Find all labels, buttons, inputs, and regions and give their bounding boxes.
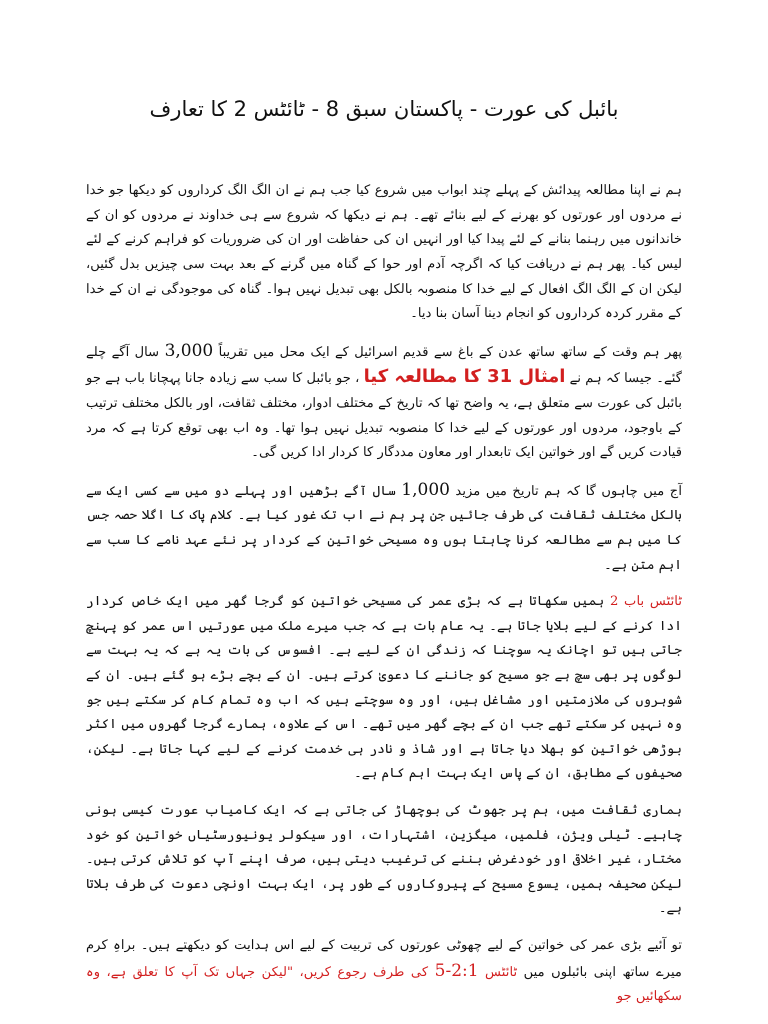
page-title: بائبل کی عورت - پاکستان سبق 8 - ٹائٹس 2 کا تعارف: [149, 97, 619, 121]
paragraph-4-text: ہمیں سکھاتا ہے کہ بڑی عمر کی مسیحی خواتین کو گرجا گھر میں ایک خاص کردار ادا کرنے کے لیے بلایا جاتا ہے۔ یہ عام بات ہے کہ جب میرے ملک میں عورتیں اس عمر کو پہنچ جاتی ہیں تو اچانک یہ سوچنا کہ زندگی ان کے لیے ہے۔ افسوس کی بات یہ ہے کہ یہ بہت سے لوگوں پر بھی سچ ہے جو مسیح کو جاننے کا دعویٰ کرتے ہیں۔ ان کے بچے بڑے ہو گئے ہیں۔ ان کے شوہروں کی ملازمتیں اور مشاغل ہیں، اور وہ سوچتے ہیں کہ اب وہ تمام کام کر سکتے ہیں جو وہ نہیں کر سکتے تھے جب ان کے بچے گھر میں تھے۔ اس کے علاوہ، ہمارے گرجا گھروں میں اکثر بوڑھی خواتین کو بھلا دیا جاتا ہے اور شاذ و نادر ہی خدمت کرنے کے لیے کہا جاتا ہے۔ لیکن، صحیفوں کے مطابق، ان کے پاس ایک بہت اہم کام ہے۔: [86, 594, 682, 782]
titus-2-reference[interactable]: ٹائٹس باب 2: [609, 594, 683, 610]
titus-reference[interactable]: ٹائٹس: [478, 964, 518, 980]
paragraph-6-text-a: تو آئیے بڑی عمر کی خواتین کے لیے چھوٹی عورتوں کی تربیت کے لیے اس ہدایت کو دیکھتے ہیں۔ براہِ کرم میرے ساتھ اپنی بائبلوں میں: [86, 937, 682, 980]
paragraph-2-text-c: ، جو بائبل کا سب سے زیادہ جانا پہچانا باب ہے جو بائبل کی عورت سے متعلق ہے، یہ واضح تھا کہ تاریخ کے مختلف ادوار، مختلف ثقافت، اور بالکل مختلف ترتیب کے باوجود، مردوں اور عورتوں کے لیے خدا کا منصوبہ تبدیل نہیں ہوا تھا۔ وہ اب بھی توقع کرتا ہے کہ مرد قیادت کریں گے اور خواتین ایک تابعدار اور معاون مددگار کا کردار ادا کریں گی۔: [86, 371, 682, 461]
paragraph-4: [86, 590, 682, 787]
paragraph-6-quote: کی طرف رجوع کریں، "لیکن جہاں تک آپ کا تعلق ہے، وہ سکھائیں جو: [86, 964, 682, 1005]
proverbs-31-study-link[interactable]: امثال 31 کا مطالعہ کیا: [363, 366, 566, 388]
paragraph-2-text-b: سال آگے چلے گئے۔ جیسا کہ ہم نے: [86, 344, 682, 387]
verse-2-1-5[interactable]: 2:1-5: [434, 960, 479, 981]
paragraph-3-text-b: سال آگے بڑھیں اور پہلے دو میں سے کسی ایک سے بالکل مختلف ثقافت کی طرف جائیں جن پر ہم نے اب تک غور کیا ہے۔ کلام پاک کا اگلا حصہ جس کا میں ہم سے مطالعہ کرنا چاہتا ہوں وہ مسیحی خواتین کے کردار پر نئے عہد نامے کا سب سے اہم متن ہے۔: [86, 483, 682, 573]
number-3000: 3,000: [164, 340, 214, 361]
paragraph-6: [86, 934, 682, 1010]
paragraph-3-text-a: آج میں چاہوں گا کہ ہم تاریخ میں مزید: [449, 483, 682, 499]
paragraph-5: ہماری ثقافت میں، ہم پر جھوٹ کی بوچھاڑ کی جاتی ہے کہ ایک کامیاب عورت کیسی ہونی چاہیے۔ ٹیلی ویژن، فلمیں، میگزین، اشتہارات، اور سیکولر یونیورسٹیاں خواتین کو خود مختار، غیر اخلاقی اور خودغرض بننے کی ترغیب دیتی ہیں، صرف اپنے آپ کو تلاش کرتی ہیں۔ لیکن صحیفہ ہمیں، یسوع مسیح کے پیروکاروں کے طور پر، ایک بہت اونچی دعوت کی طرف بلاتا ہے۔: [86, 802, 682, 917]
paragraph-3: [86, 478, 682, 578]
paragraph-1: ہم نے اپنا مطالعہ پیدائش کے پہلے چند ابواب میں شروع کیا جب ہم نے ان الگ الگ کرداروں کو دیکھا جو خدا نے مردوں اور عورتوں کو بھرنے کے لیے بنائے تھے۔ ہم نے دیکھا کہ شروع سے ہی خداوند نے مردوں کو ان کے خاندانوں میں رہنما بنانے کے لئے پیدا کیا اور انہیں ان کی حفاظت اور ان کی ضروریات کو فراہم کرنے کے لئے لیس کیا۔ پھر ہم نے دریافت کیا کہ اگرچہ آدم اور حوا کے گناہ میں گرنے کے بعد بہت سی چیزیں بدل گئیں، لیکن ان کے الگ الگ افعال کے لیے خدا کا منصوبہ بالکل بھی تبدیل نہیں ہوا۔ گناہ کی موجودگی نے ان کے خدا کے مقرر کردہ کرداروں کو انجام دینا آسان بنا دیا۔: [86, 183, 682, 322]
number-1000: 1,000: [401, 479, 450, 500]
paragraph-2: [86, 339, 682, 466]
paragraph-2-text-a: پھر ہم وقت کے ساتھ ساتھ عدن کے باغ سے قدیم اسرائیل کے ایک محل میں تقریباً: [213, 344, 682, 360]
